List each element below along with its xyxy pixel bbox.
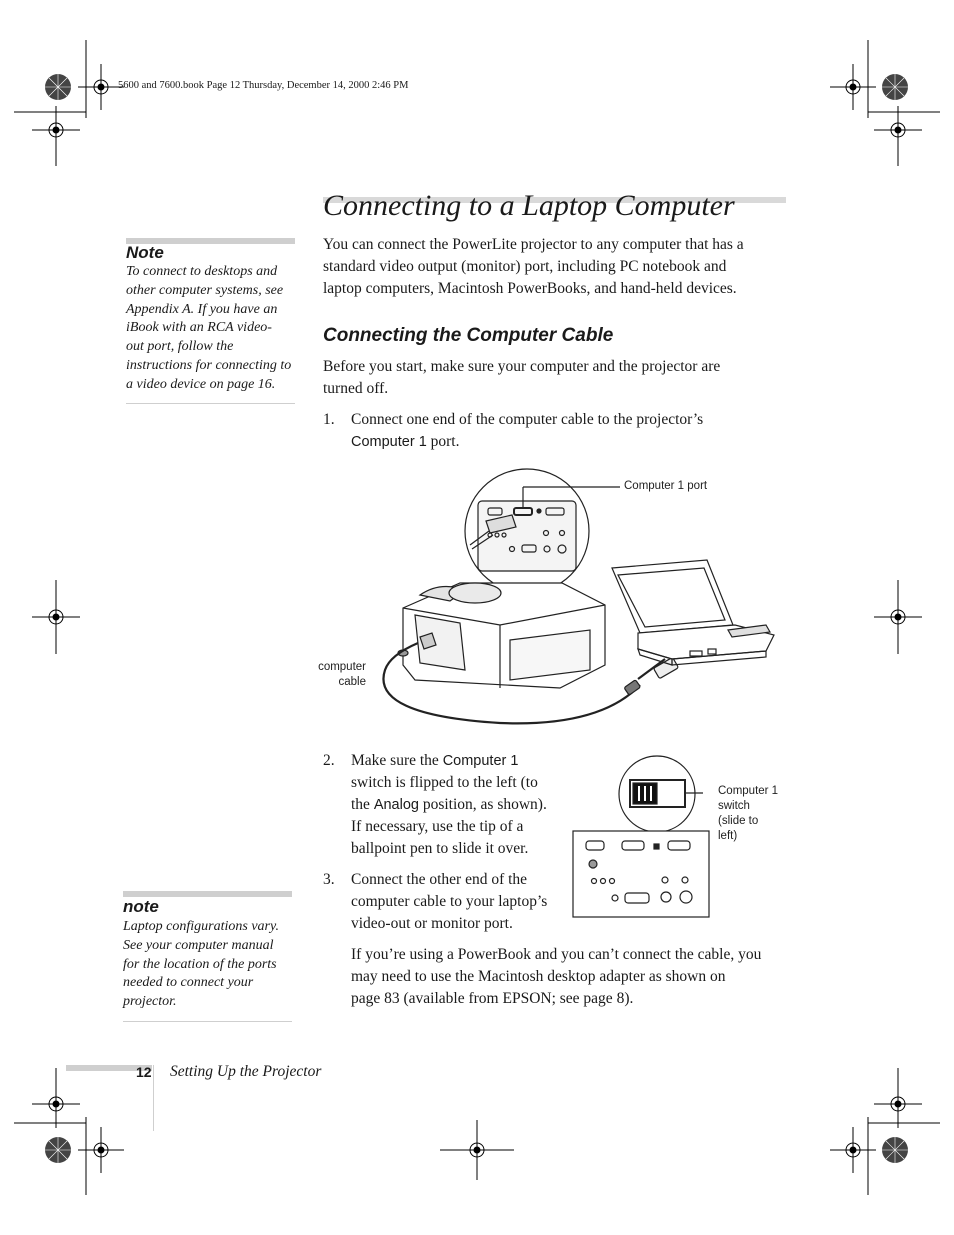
note1-line: other computer systems, see [126,282,284,298]
page-number: 12 [136,1064,152,1080]
switch-callout-line: (slide to [718,815,759,827]
powerbook-line: If you’re using a PowerBook and you can’t connect the cable, you [351,946,762,963]
step2-line [351,750,576,772]
note2-line: needed to connect your [123,975,254,991]
step2-text [351,750,576,860]
step3-text [351,869,571,935]
powerbook-paragraph [351,944,791,1010]
step1-line1: Connect one end of the computer cable to the projector’s [351,411,704,428]
note1-line: Appendix A. If you have an [126,301,278,317]
step3-line: video-out or monitor port. [351,915,513,932]
powerbook-line: page 83 (available from EPSON; see page 8). [351,990,634,1007]
step2-text-run: the [351,796,374,813]
computer-cable-callout-line: cable [338,676,366,688]
section-heading: Connecting the Computer Cable [323,325,614,346]
footer-vertical-rule [153,1065,154,1131]
note2-bottom-rule [123,1021,292,1022]
computer1-keyword: Computer 1 [351,434,427,450]
analog-keyword: Analog [373,797,419,813]
step2-line: switch is flipped to the left (to [351,774,538,791]
note1-bottom-rule [126,403,295,404]
computer1-keyword: Computer 1 [442,753,519,769]
step1-line2 [351,431,791,453]
step2-text-run: Make sure the [351,752,443,769]
note2-line: projector. [123,994,177,1010]
computer1-port-callout: Computer 1 port [624,480,708,492]
note2-heading: note [123,897,159,916]
computer1-switch-illustration [570,752,720,922]
step2-number: 2. [323,752,335,769]
step3-number: 3. [323,871,335,888]
powerbook-line: may need to use the Macintosh desktop adapter as shown on [351,968,726,985]
before-line: Before you start, make sure your computer and the projector are [323,358,721,375]
step3-line: computer cable to your laptop’s [351,893,548,910]
computer-cable-callout [300,660,366,690]
book-header-line: 5600 and 7600.book Page 12 Thursday, December 14, 2000 2:46 PM [118,80,409,91]
footer-section-title: Setting Up the Projector [170,1063,322,1080]
note1-line: a video device on page 16. [126,376,276,392]
computer-cable-callout-line: computer [318,661,366,673]
note2-line: for the location of the ports [123,956,277,972]
note1-line: To connect to desktops and [126,264,278,279]
before-paragraph [323,356,793,400]
before-line: turned off. [323,380,389,397]
note2-line: Laptop configurations vary. [123,919,279,934]
step2-text-run: position, as shown). [418,796,547,813]
switch-callout-line: switch [718,800,750,812]
note1-heading: Note [126,243,164,262]
step2-line: ballpoint pen to slide it over. [351,840,529,857]
note1-line: iBook with an RCA video- [126,320,272,336]
note1-line: out port, follow the [126,339,234,355]
intro-paragraph [323,234,793,300]
switch-callout-line: Computer 1 [718,785,779,797]
note1-line: instructions for connecting to [126,357,292,373]
step3-line: Connect the other end of the [351,871,528,888]
switch-callout-line: left) [718,830,738,842]
step1-text [351,409,791,453]
intro-line: You can connect the PowerLite projector to any computer that has a [323,236,744,253]
step2-line [351,794,576,816]
step1-tail: port. [426,433,460,450]
intro-line: standard video output (monitor) port, including PC notebook and [323,258,727,275]
note2-line: See your computer manual [123,937,274,953]
projector-laptop-illustration [300,465,790,730]
page-title: Connecting to a Laptop Computer [323,189,735,222]
step1-number: 1. [323,411,335,428]
switch-callout [718,784,798,844]
note2-text [123,918,295,1012]
intro-line: laptop computers, Macintosh PowerBooks, and hand-held devices. [323,280,737,297]
note1-text [126,263,298,395]
step2-line: If necessary, use the tip of a [351,818,524,835]
